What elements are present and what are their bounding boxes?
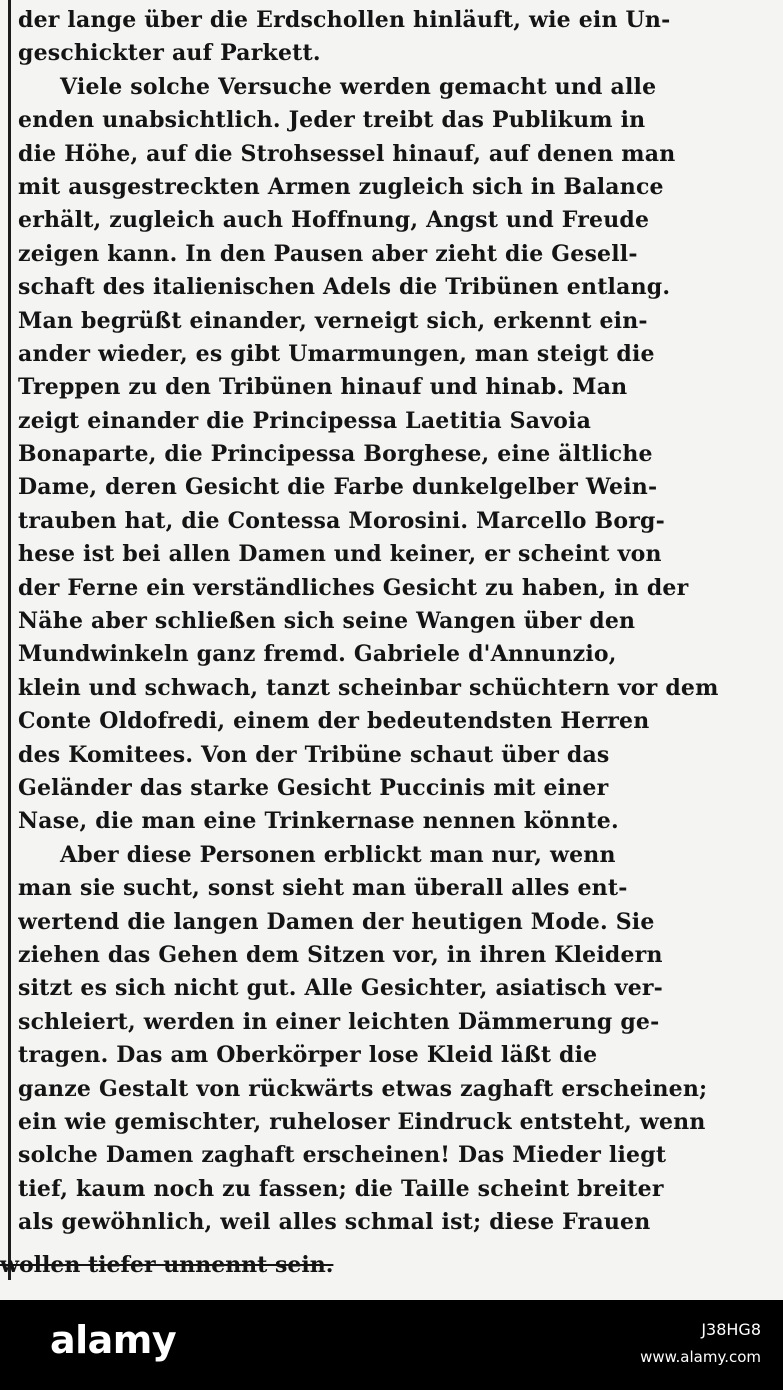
text-line: ziehen das Gehen dem Sitzen vor, in ihren Kleidern (18, 941, 663, 968)
text-line: Bonaparte, die Principessa Borghese, eine ältliche (18, 441, 653, 468)
text-line: Geländer das starke Gesicht Puccinis mit einer (18, 774, 609, 801)
text-line: man sie sucht, sonst sieht man überall alles ent- (18, 875, 628, 902)
text-line: die Höhe, auf die Strohsessel hinauf, auf denen man (18, 140, 676, 167)
text-line: der lange über die Erdschollen hinläuft, wie ein Un- (18, 7, 671, 33)
text-line: tief, kaum noch zu fassen; die Taille scheint breiter (18, 1175, 664, 1202)
text-line: Man begrüßt einander, verneigt sich, erkennt ein- (18, 307, 648, 334)
text-line: solche Damen zaghaft erscheinen! Das Mieder liegt (18, 1142, 667, 1169)
text-line: Nase, die man eine Trinkernase nennen könnte. (18, 808, 619, 835)
text-line: wertend die langen Damen der heutigen Mode. Sie (18, 908, 655, 935)
text-line: Treppen zu den Tribünen hinauf und hinab. Man (18, 374, 628, 401)
text-line: Mundwinkeln ganz fremd. Gabriele d'Annunzio, (18, 641, 617, 668)
text-line: hese ist bei allen Damen und keiner, er scheint von (18, 541, 662, 568)
text-line: als gewöhnlich, weil alles schmal ist; diese Frauen (18, 1209, 651, 1236)
image-id: J38HG8 (701, 1320, 761, 1339)
text-line: Dame, deren Gesicht die Farbe dunkelgelber Wein- (18, 474, 658, 501)
text-line: schleiert, werden in einer leichten Dämmerung ge- (18, 1008, 660, 1035)
text-line-cut: wollen tiefer unnennt sein. (0, 1252, 334, 1278)
text-line: ganze Gestalt von rückwärts etwas zaghaft erscheinen; (18, 1075, 708, 1102)
text-line: zeigt einander die Principessa Laetitia Savoia (18, 407, 592, 434)
text-line: Aber diese Personen erblickt man nur, wenn (60, 841, 616, 868)
text-line: geschickter auf Parkett. (18, 40, 321, 67)
brand-logo: alamy (50, 1318, 177, 1362)
text-line: trauben hat, die Contessa Morosini. Marcello Borg- (18, 507, 665, 534)
text-line: klein und schwach, tanzt scheinbar schüchtern vor dem (18, 674, 719, 701)
text-line: der Ferne ein verständliches Gesicht zu haben, in der (18, 574, 689, 601)
text-line: ander wieder, es gibt Umarmungen, man steigt die (18, 340, 655, 367)
text-line: sitzt es sich nicht gut. Alle Gesichter, asiatisch ver- (18, 975, 664, 1002)
text-line: Viele solche Versuche werden gemacht und alle (60, 73, 657, 100)
text-line: ein wie gemischter, ruheloser Eindruck entsteht, wenn (18, 1108, 706, 1135)
text-line: Nähe aber schließen sich seine Wangen über den (18, 608, 636, 635)
site-url: www.alamy.com (640, 1348, 761, 1366)
text-line: schaft des italienischen Adels die Tribünen entlang. (18, 274, 671, 301)
text-line: erhält, zugleich auch Hoffnung, Angst und Freude (18, 207, 650, 234)
text-line: Conte Oldofredi, einem der bedeutendsten Herren (18, 708, 650, 735)
text-line: tragen. Das am Oberkörper lose Kleid läßt die (18, 1042, 598, 1069)
column-rule (8, 0, 11, 1280)
article-text (18, 4, 770, 1239)
text-line: enden unabsichtlich. Jeder treibt das Publikum in (18, 107, 646, 134)
text-line: des Komitees. Von der Tribüne schaut über das (18, 741, 610, 768)
text-line: zeigen kann. In den Pausen aber zieht die Gesell- (18, 240, 638, 267)
text-line: mit ausgestreckten Armen zugleich sich in Balance (18, 173, 664, 200)
